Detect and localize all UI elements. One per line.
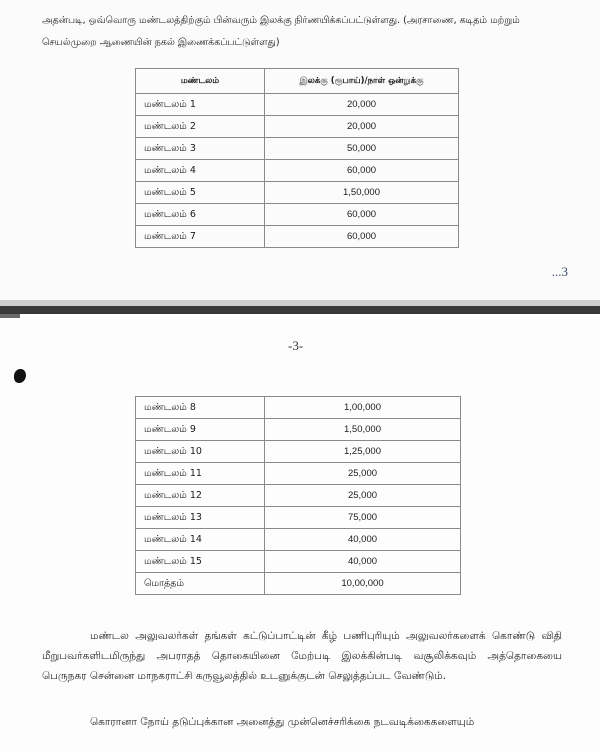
amount-cell: 50,000 xyxy=(265,138,459,160)
table-row xyxy=(136,419,461,441)
amount-cell: 40,000 xyxy=(265,529,461,551)
zone-cell: மண்டலம் 14 xyxy=(136,529,265,551)
table-row xyxy=(136,551,461,573)
zone-cell: மண்டலம் 3 xyxy=(136,138,265,160)
table-row xyxy=(136,138,459,160)
instruction-paragraph: மண்டல அலுவலர்கள் தங்கள் கட்டுப்பாட்டின் கீழ் பணிபுரியும் அலுவலர்களைக் கொண்டு விதி மீறுபவர்களிடமிருந்து அபராதத் தொகையினை மேற்படி இலக்கின்படி வசூலிக்கவும் அத்தொகையை பெருநகர சென்னை மாநகராட்சி கருவூலத்தில் உடனுக்குடன் செலுத்தப்பட வேண்டும். xyxy=(42,630,562,682)
amount-cell: 60,000 xyxy=(265,226,459,248)
table-header-row xyxy=(136,69,459,94)
amount-cell: 1,50,000 xyxy=(265,419,461,441)
total-amount: 10,00,000 xyxy=(265,573,461,595)
amount-cell: 60,000 xyxy=(265,204,459,226)
amount-cell: 75,000 xyxy=(265,507,461,529)
zone-cell: மண்டலம் 2 xyxy=(136,116,265,138)
zone-cell: மண்டலம் 15 xyxy=(136,551,265,573)
amount-cell: 60,000 xyxy=(265,160,459,182)
zone-cell: மண்டலம் 10 xyxy=(136,441,265,463)
total-label: மொத்தம் xyxy=(136,573,265,595)
table-row xyxy=(136,507,461,529)
page-number: -3- xyxy=(288,338,304,353)
continued-marker: ...3 xyxy=(551,264,568,279)
zone-cell: மண்டலம் 7 xyxy=(136,226,265,248)
amount-cell: 20,000 xyxy=(265,94,459,116)
zone-cell: மண்டலம் 11 xyxy=(136,463,265,485)
zone-cell: மண்டலம் 6 xyxy=(136,204,265,226)
zone-cell: மண்டலம் 5 xyxy=(136,182,265,204)
table-row xyxy=(136,397,461,419)
amount-cell: 1,00,000 xyxy=(265,397,461,419)
table-row xyxy=(136,485,461,507)
target-column-header: இலக்கு (ரூபாய்)/நாள் ஒன்றுக்கு xyxy=(265,69,459,94)
total-row xyxy=(136,573,461,595)
table-row xyxy=(136,116,459,138)
zone-cell: மண்டலம் 12 xyxy=(136,485,265,507)
zone-cell: மண்டலம் 8 xyxy=(136,397,265,419)
zone-cell: மண்டலம் 4 xyxy=(136,160,265,182)
covid-paragraph: கொரானா நோய் தடுப்புக்கான அனைத்து முன்னெச்சரிக்கை நடவடிக்கைகளையும் xyxy=(90,716,475,728)
table-row xyxy=(136,94,459,116)
zone-cell: மண்டலம் 9 xyxy=(136,419,265,441)
table-row xyxy=(136,463,461,485)
table-row xyxy=(136,529,461,551)
table-row xyxy=(136,182,459,204)
amount-cell: 1,25,000 xyxy=(265,441,461,463)
table-row xyxy=(136,204,459,226)
amount-cell: 25,000 xyxy=(265,485,461,507)
amount-cell: 20,000 xyxy=(265,116,459,138)
amount-cell: 1,50,000 xyxy=(265,182,459,204)
table-row xyxy=(136,160,459,182)
zone-target-table-part-2 xyxy=(135,396,461,595)
amount-cell: 40,000 xyxy=(265,551,461,573)
amount-cell: 25,000 xyxy=(265,463,461,485)
page-divider xyxy=(0,300,600,318)
intro-paragraph: அதன்படி, ஒவ்வொரு மண்டலத்திற்கும் பின்வரும் இலக்கு நிர்ணயிக்கப்பட்டுள்ளது. (அரசாணை, கடிதம் மற்றும் செயல்முறை ஆணையின் நகல் இணைக்கப்பட்டுள்ளது) xyxy=(42,15,520,48)
zone-cell: மண்டலம் 1 xyxy=(136,94,265,116)
zone-column-header: மண்டலம் xyxy=(136,69,265,94)
table-row xyxy=(136,226,459,248)
table-row xyxy=(136,441,461,463)
zone-cell: மண்டலம் 13 xyxy=(136,507,265,529)
zone-target-table-part-1 xyxy=(135,68,459,248)
